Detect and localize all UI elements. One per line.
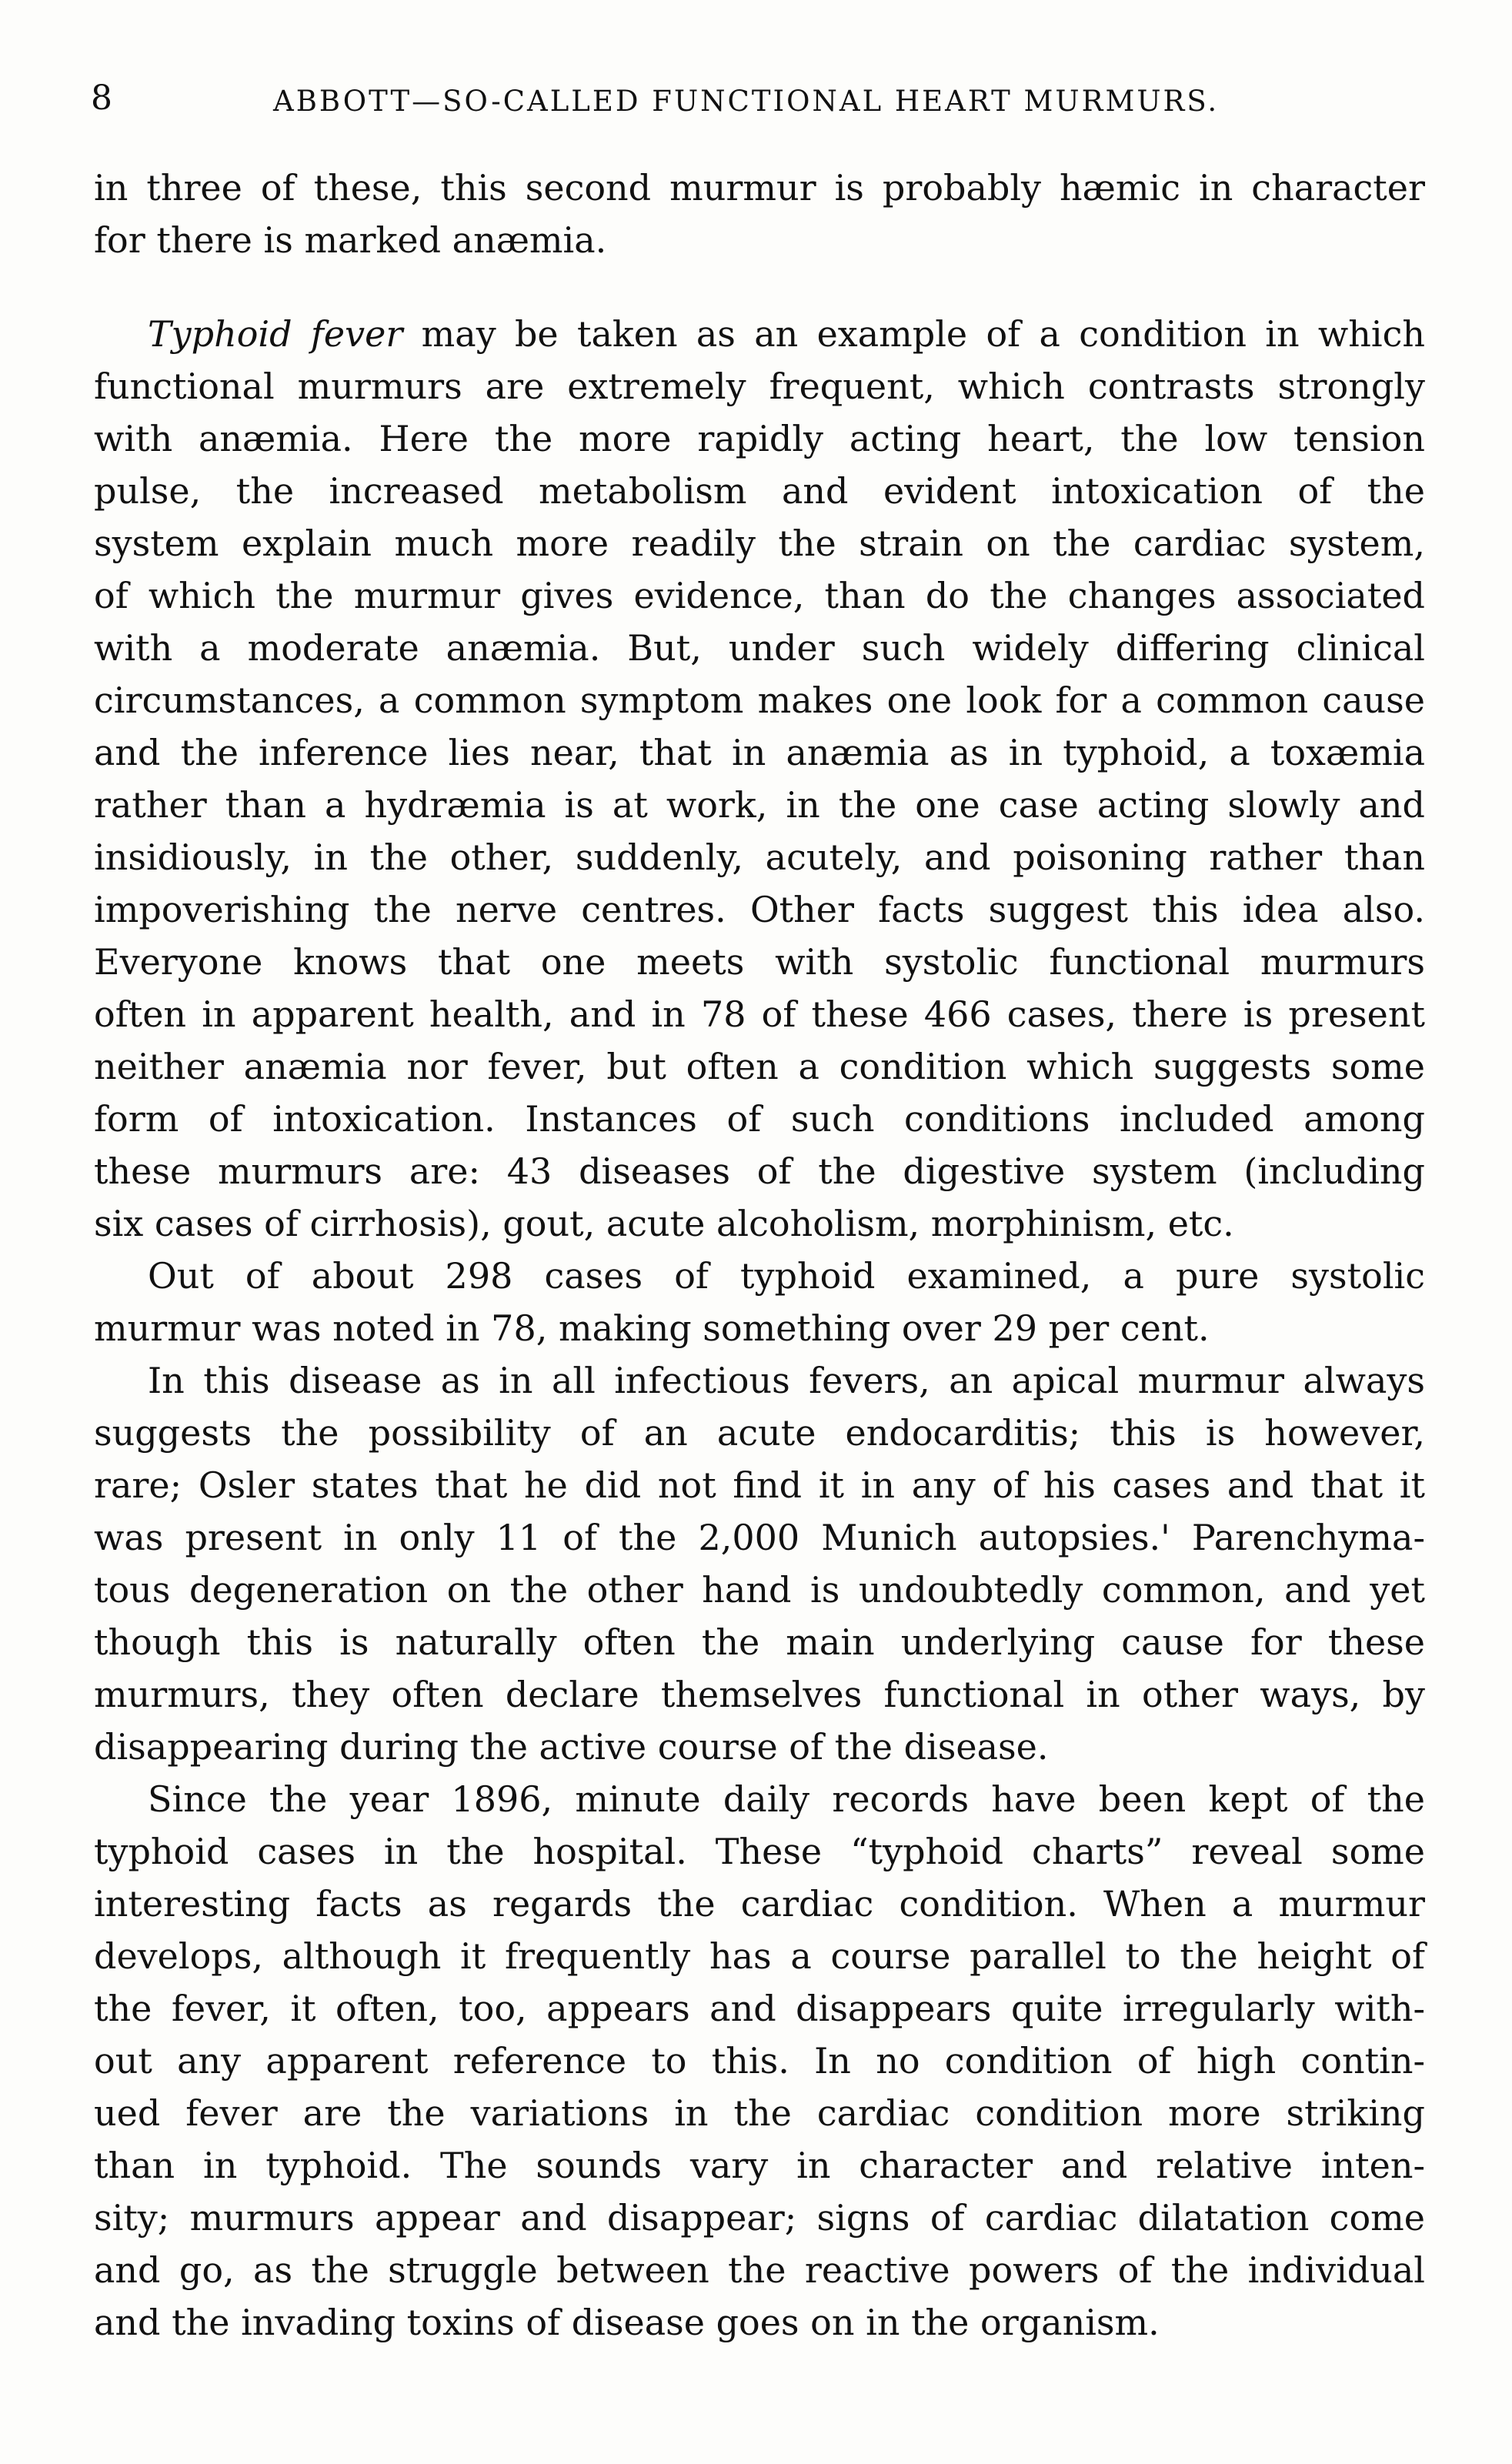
text-line [94, 308, 1425, 360]
text-line: of which the murmur gives evidence, than do the changes associated [94, 575, 1425, 616]
text-line: In this disease as in all infectious fevers, an apical murmur always [148, 1360, 1425, 1401]
text-line: with anæmia. Here the more rapidly acting heart, the low tension [94, 418, 1425, 459]
text-line: these murmurs are: 43 diseases of the digestive system (including [94, 1150, 1425, 1192]
text-line: and go, as the struggle between the reactive powers of the individual [94, 2249, 1425, 2291]
text-line: than in typhoid. The sounds vary in character and relative inten- [94, 2145, 1425, 2186]
text-line: Since the year 1896, minute daily records have been kept of the [148, 1778, 1425, 1820]
text-line: often in apparent health, and in 78 of these 466 cases, there is present [94, 993, 1425, 1035]
text-line-rest: may be taken as an example of a condition in which [421, 313, 1425, 355]
text-line: rather than a hydræmia is at work, in the one case acting slowly and [94, 784, 1425, 826]
body-text [94, 162, 1425, 2349]
text-line: circumstances, a common symptom makes one look for a common cause [94, 679, 1425, 721]
text-line: in three of these, this second murmur is probably hæmic in character [94, 167, 1425, 209]
text-line: out any apparent reference to this. In no condition of high contin- [94, 2040, 1425, 2082]
text-line: ued fever are the variations in the cardiac condition more striking [94, 2092, 1425, 2134]
text-line: interesting facts as regards the cardiac condition. When a murmur [94, 1883, 1425, 1925]
text-line: pulse, the increased metabolism and evident intoxication of the [94, 470, 1425, 512]
text-line: typhoid cases in the hospital. These “typhoid charts” reveal some [94, 1831, 1425, 1872]
text-line: Out of about 298 cases of typhoid examined, a pure systolic [148, 1255, 1425, 1297]
italic-lead-phrase: Typhoid fever [148, 313, 403, 355]
text-line: insidiously, in the other, suddenly, acutely, and poisoning rather than [94, 836, 1425, 878]
text-line: form of intoxication. Instances of such conditions included among [94, 1098, 1425, 1140]
text-line: tous degeneration on the other hand is undoubtedly common, and yet [94, 1569, 1425, 1611]
text-line: disappearing during the active course of the disease. [94, 1726, 1049, 1768]
text-line: six cases of cirrhosis), gout, acute alcoholism, morphinism, etc. [94, 1203, 1234, 1244]
text-line: Everyone knows that one meets with systolic functional murmurs [94, 941, 1425, 983]
page-header [0, 75, 1512, 122]
text-line: system explain much more readily the strain on the cardiac system, [94, 523, 1425, 564]
text-line: rare; Osler states that he did not find it in any of his cases and that it [94, 1464, 1425, 1506]
text-line: murmur was noted in 78, making something over 29 per cent. [94, 1307, 1210, 1349]
text-line: impoverishing the nerve centres. Other facts suggest this idea also. [94, 889, 1425, 930]
text-line: sity; murmurs appear and disappear; signs of cardiac dilatation come [94, 2197, 1425, 2239]
text-line: and the inference lies near, that in anæmia as in typhoid, a toxæmia [94, 732, 1425, 773]
text-line: develops, although it frequently has a course parallel to the height of [94, 1935, 1425, 1977]
text-line: suggests the possibility of an acute endocarditis; this is however, [94, 1412, 1425, 1454]
text-line: murmurs, they often declare themselves functional in other ways, by [94, 1674, 1425, 1715]
page-number: 8 [91, 78, 112, 118]
text-line: functional murmurs are extremely frequent, which contrasts strongly [94, 366, 1425, 407]
text-line: for there is marked anæmia. [94, 219, 607, 261]
text-line: was present in only 11 of the 2,000 Munich autopsies.' Parenchyma- [94, 1517, 1425, 1558]
text-line: neither anæmia nor fever, but often a condition which suggests some [94, 1046, 1425, 1087]
running-head: ABBOTT—SO-CALLED FUNCTIONAL HEART MURMURS. [273, 85, 1220, 118]
text-line: the fever, it often, too, appears and disappears quite irregularly with- [94, 1988, 1425, 2029]
text-line: with a moderate anæmia. But, under such widely differing clinical [94, 627, 1425, 669]
text-line: and the invading toxins of disease goes on in the organism. [94, 2302, 1160, 2343]
text-line: though this is naturally often the main underlying cause for these [94, 1621, 1425, 1663]
